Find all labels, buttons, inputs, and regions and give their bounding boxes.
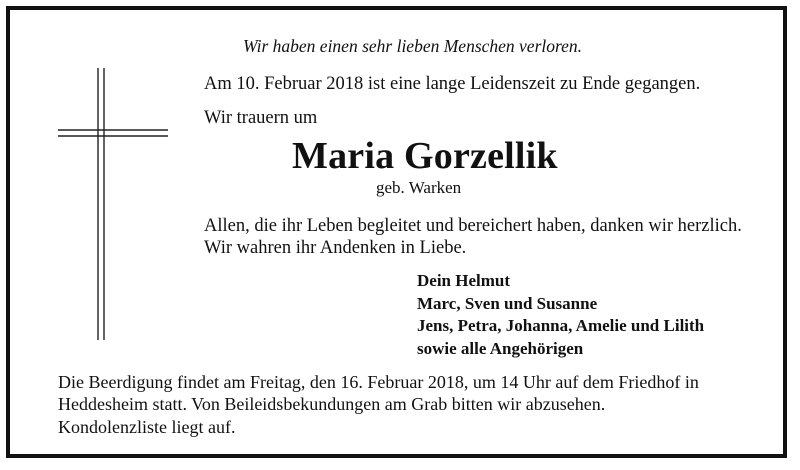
funeral-info <box>58 371 699 438</box>
funeral-info-line: Die Beerdigung findet am Freitag, den 16. Februar 2018, um 14 Uhr auf dem Friedhof in <box>58 372 699 392</box>
deceased-name: Maria Gorzellik <box>292 135 558 177</box>
signer-line: Marc, Sven und Susanne <box>417 293 598 313</box>
funeral-info-line: Kondolenzliste liegt auf. <box>58 416 236 437</box>
birth-name: geb. Warken <box>376 178 462 197</box>
signer-line: Dein Helmut <box>417 271 511 290</box>
thanks-line-1: Allen, die ihr Leben begleitet und bereichert haben, danken wir herzlich. <box>204 216 742 236</box>
death-date-line: Am 10. Februar 2018 ist eine lange Leidenszeit zu Ende gegangen. <box>204 74 701 94</box>
thanks-line-2: Wir wahren ihr Andenken in Liebe. <box>204 238 467 258</box>
signer-line: sowie alle Angehörigen <box>417 338 584 358</box>
intro-line: Wir haben einen sehr lieben Menschen verloren. <box>243 36 583 56</box>
funeral-info-line: Heddesheim statt. Von Beileidsbekundungen am Grab bitten wir abzusehen. <box>58 394 606 415</box>
signers-block <box>417 270 704 360</box>
mourning-line: Wir trauern um <box>204 108 318 128</box>
signer-line: Jens, Petra, Johanna, Amelie und Lilith <box>417 316 705 336</box>
cross-icon <box>55 68 175 348</box>
